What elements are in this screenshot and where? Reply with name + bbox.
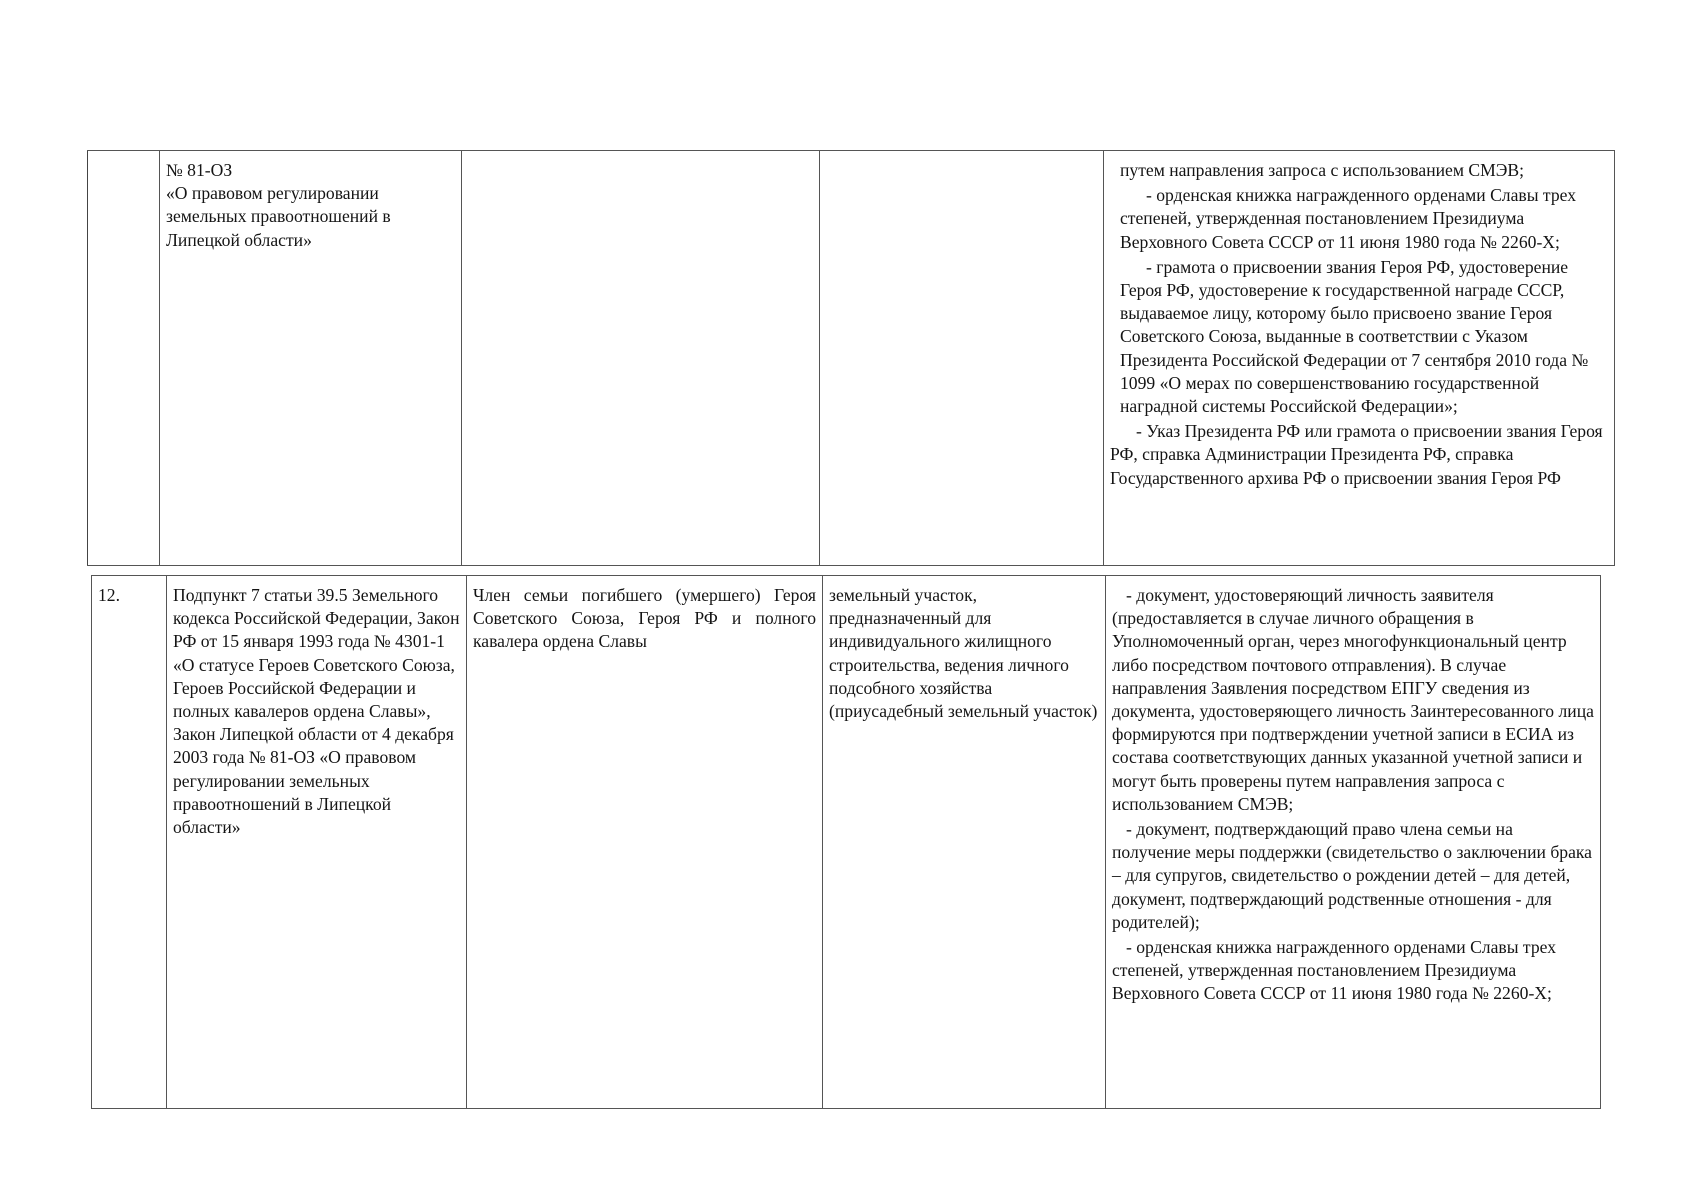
category-cell bbox=[467, 576, 823, 1109]
document-item: - документ, удостоверяющий личность заявителя (предоставляется в случае личного обращения в Уполномоченный орган, через многофункциональный центр либо посредством почтового отправления). В случае направления Заявления посредством ЕПГУ сведения из документа, удостоверяющего личность Заинтересованного лица формируются при подтверждении учетной записи в ЕСИА из состава соответствующих данных указанной учетной записи и могут быть проверены путем направления запроса с использованием СМЭВ; bbox=[1112, 585, 1594, 814]
legal-basis-line: земельных правоотношений в bbox=[166, 206, 391, 227]
document-item: - орденская книжка награжденного орденами Славы трех степеней, утвержденная постановлением Президиума Верховного Совета СССР от 11 июня 1980 года № 2260-Х; bbox=[1112, 937, 1556, 1004]
legal-basis-cell bbox=[160, 151, 462, 566]
land-plot-cell bbox=[823, 576, 1106, 1109]
land-plot-text: земельный участок, предназначенный для индивидуального жилищного строительства, ведения личного подсобного хозяйства (приусадебный земельный участок) bbox=[829, 585, 1098, 722]
legal-basis-text: Подпункт 7 статьи 39.5 Земельного кодекса Российской Федерации, Закон РФ от 15 января 1993 года № 4301-1 «О статусе Героев Советского Союза, Героев Российской Федерации и полных кавалеров ордена Славы», Закон Липецкой области от 4 декабря 2003 года № 81-ОЗ «О правовом регулировании земельных правоотношений в Липецкой области» bbox=[173, 585, 460, 838]
table-row bbox=[92, 576, 1601, 1109]
legal-basis-line: «О правовом регулировании bbox=[166, 183, 379, 204]
row-number: 12. bbox=[98, 585, 120, 605]
table-row bbox=[88, 151, 1615, 566]
document-item: - грамота о присвоении звания Героя РФ, удостоверение Героя РФ, удостоверение к государственной награде СССР, выдаваемое лицу, которому было присвоено звание Героя Советского Союза, выданные в соответствии с Указом Президента Российской Федерации от 7 сентября 2010 года № 1099 «О мерах по совершенствованию государственной наградной системы Российской Федерации»; bbox=[1120, 256, 1589, 417]
legal-basis-cell bbox=[167, 576, 467, 1109]
table-continuation bbox=[87, 150, 1615, 566]
document-item: - орденская книжка награжденного орденами Славы трех степеней, утвержденная постановлением Президиума Верховного Совета СССР от 11 июня 1980 года № 2260-Х; bbox=[1120, 185, 1576, 252]
land-plot-cell bbox=[820, 151, 1104, 566]
document-item: путем направления запроса с использованием СМЭВ; bbox=[1120, 160, 1524, 180]
documents-cell bbox=[1106, 576, 1601, 1109]
document-item: - Указ Президента РФ или грамота о присвоении звания Героя РФ, справка Администрации Президента РФ, справка Государственного архива РФ о присвоении звания Героя РФ bbox=[1110, 421, 1603, 488]
category-text: Член семьи погибшего (умершего) Героя Советского Союза, Героя РФ и полного кавалера ордена Славы bbox=[473, 585, 816, 652]
row-number-cell bbox=[88, 151, 160, 566]
row-number-cell bbox=[92, 576, 167, 1109]
document-item: - документ, подтверждающий право члена семьи на получение меры поддержки (свидетельство о заключении брака – для супругов, свидетельство о рождении детей – для детей, документ, подтверждающий родственные отношения - для родителей); bbox=[1112, 819, 1592, 932]
category-cell bbox=[462, 151, 820, 566]
documents-cell bbox=[1104, 151, 1615, 566]
legal-basis-line: Липецкой области» bbox=[166, 229, 312, 250]
legal-basis-line: № 81-ОЗ bbox=[166, 160, 233, 180]
table-row-12 bbox=[91, 575, 1601, 1109]
